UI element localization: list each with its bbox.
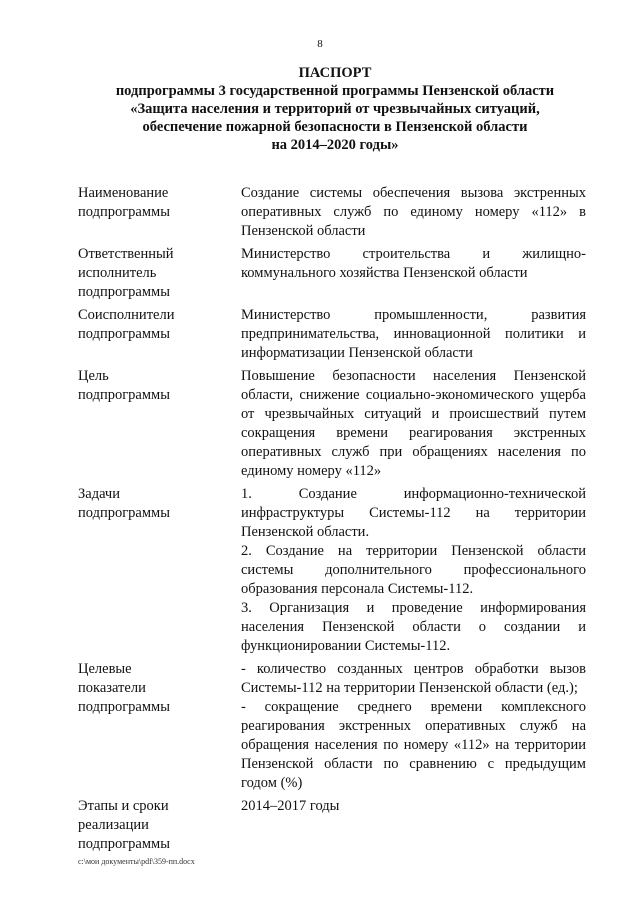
passport-row-tasks [78,485,586,656]
title-line: на 2014–2020 годы» [271,137,399,153]
footer-file-path: c:\мои документы\pdf\359-пп.docx [78,857,195,866]
label-line: Целевые [78,661,132,677]
label-line: Цель [78,368,109,384]
row-value [241,660,586,793]
row-label [78,797,241,854]
label-line: подпрограммы [78,699,170,715]
value-paragraph: Министерство промышленности, развития предпринимательства, инновационной политики и информатизации Пензенской области [241,307,586,361]
row-label [78,245,241,302]
title-line: ПАСПОРТ [298,65,372,81]
document-title [80,64,590,154]
value-paragraph: 2. Создание на территории Пензенской области системы дополнительного профессионального образования персонала Системы-112. [241,543,586,597]
label-line: реализации [78,817,149,833]
value-paragraph: Министерство строительства и жилищно-коммунального хозяйства Пензенской области [241,246,586,281]
title-line: подпрограммы 3 государственной программы Пензенской области [115,83,555,99]
label-line: подпрограммы [78,284,170,300]
row-label [78,184,241,241]
label-line: показатели [78,680,146,696]
value-paragraph: Повышение безопасности населения Пензенской области, снижение социально-экономического ущерба от чрезвычайных ситуаций и происшествий путем сокращения времени реагирования экстренных оперативных служб при обращениях населения по единому номеру «112» [241,368,586,479]
label-line: Наименование [78,185,169,201]
label-line: Этапы и сроки [78,798,169,814]
value-paragraph: 2014–2017 годы [241,798,340,814]
label-line: подпрограммы [78,204,170,220]
row-value [241,367,586,481]
row-value [241,485,586,656]
passport-row-responsible [78,245,586,302]
label-line: подпрограммы [78,836,170,852]
label-line: Соисполнители [78,307,175,323]
title-line: «Защита населения и территорий от чрезвычайных ситуаций, [130,101,540,117]
label-line: Ответственный [78,246,174,262]
row-value [241,245,586,302]
row-label [78,367,241,481]
passport-row-goal [78,367,586,481]
row-label [78,306,241,363]
row-label [78,660,241,793]
row-value [241,184,586,241]
passport-row-coexecutors [78,306,586,363]
value-paragraph: Создание системы обеспечения вызова экстренных оперативных служб по единому номеру «112» в Пензенской области [241,185,586,239]
row-value [241,306,586,363]
page-number: 8 [317,38,323,50]
value-paragraph: 3. Организация и проведение информирования населения Пензенской области о создании и функционировании Системы-112. [241,600,586,654]
value-paragraph: - количество созданных центров обработки вызов Системы-112 на территории Пензенской области (ед.); [241,661,586,696]
row-label [78,485,241,656]
passport-row-indicators [78,660,586,793]
passport-row-name [78,184,586,241]
label-line: подпрограммы [78,326,170,342]
title-line: обеспечение пожарной безопасности в Пензенской области [142,119,528,135]
row-value [241,797,586,854]
label-line: подпрограммы [78,387,170,403]
label-line: подпрограммы [78,505,170,521]
passport-row-stages [78,797,586,854]
value-paragraph: - сокращение среднего времени комплексного реагирования экстренных оперативных служб на обращения населения по номеру «112» на территории Пензенской области по сравнению с предыдущим годом (%) [241,699,586,791]
passport-table [78,184,586,858]
label-line: исполнитель [78,265,157,281]
label-line: Задачи [78,486,120,502]
value-paragraph: 1. Создание информационно-технической инфраструктуры Системы-112 на территории Пензенской области. [241,486,586,540]
